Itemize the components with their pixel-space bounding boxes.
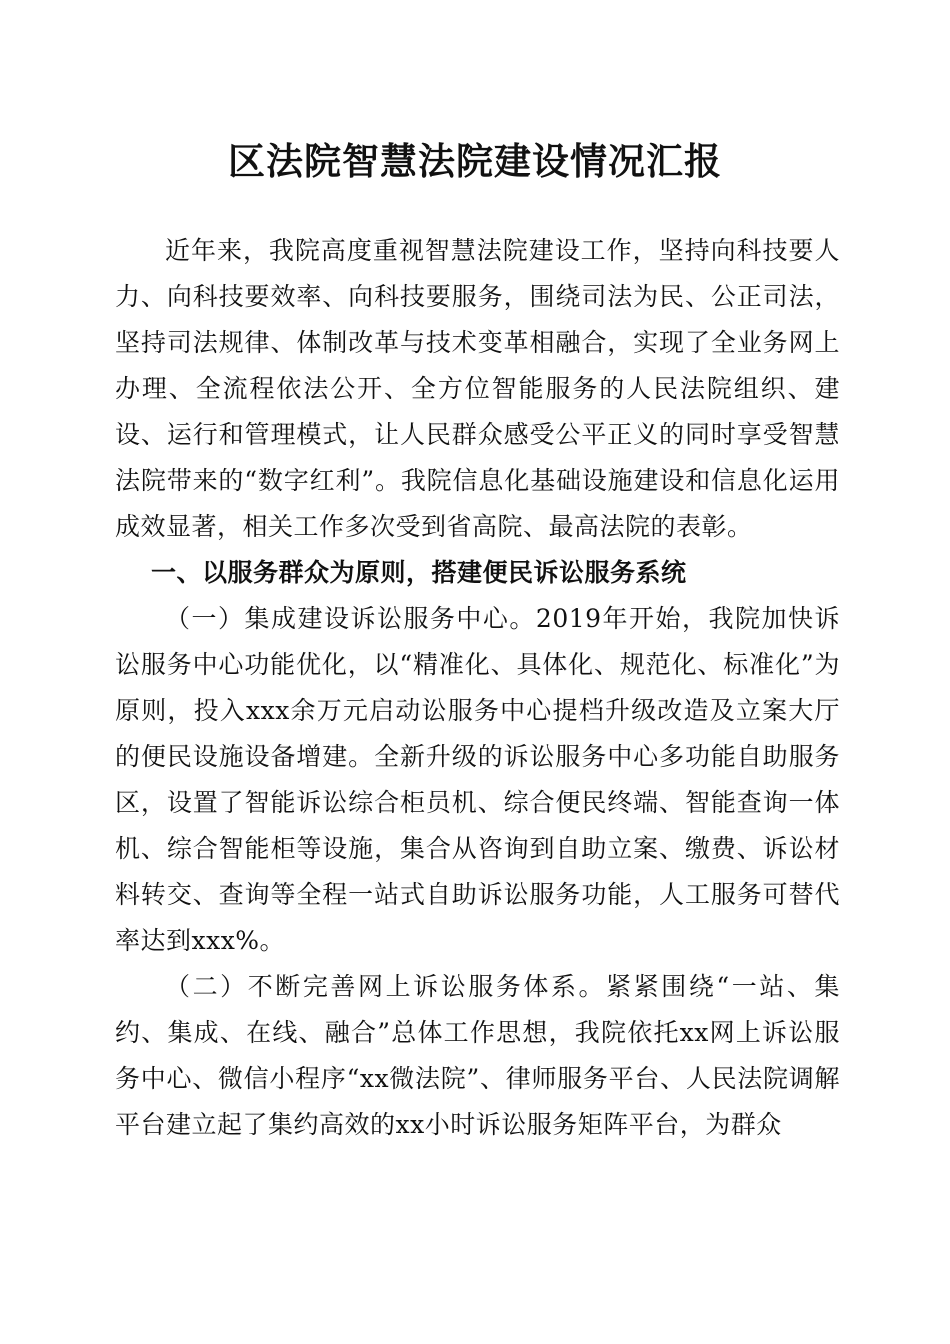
section-heading-1: 一、以服务群众为原则，搭建便民诉讼服务系统 <box>151 558 687 587</box>
subsection-text-1: 2019年开始，我院加快诉讼服务中心功能优化，以“精准化、具体化、规范化、标准化”为原则，投入xxx余万元启动讼服务中心提档升级改造及立案大厅的便民设施设备增建。全新升级的诉讼服务中心多功能自助服务区，设置了智能诉讼综合柜员机、综合便民终端、智能查询一体机、综合智能柜等设施，集合从咨询到自助立案、缴费、诉讼材料转交、查询等全程一站式自助诉讼服务功能，人工服务可替代率达到xxx%。 <box>115 604 840 955</box>
intro-paragraph: 近年来，我院高度重视智慧法院建设工作，坚持向科技要人力、向科技要效率、向科技要服务，围绕司法为民、公正司法，坚持司法规律、体制改革与技术变革相融合，实现了全业务网上办理、全流程依法公开、全方位智能服务的人民法院组织、建设、运行和管理模式，让人民群众感受公平正义的同时享受智慧法院带来的“数字红利”。我院信息化基础设施建设和信息化运用成效显著，相关工作多次受到省高院、最高法院的表彰。 <box>115 236 840 541</box>
subsection-paragraph-1 <box>115 596 840 964</box>
subsection-paragraph-2 <box>115 964 840 1148</box>
document-body <box>115 228 840 1148</box>
subsection-heading-2: （二）不断完善网上诉讼服务体系。 <box>165 972 607 1001</box>
subsection-heading-1: （一）集成建设诉讼服务中心。 <box>165 604 536 633</box>
document-title: 区法院智慧法院建设情况汇报 <box>228 139 722 183</box>
subsection-text-2: 紧紧围绕“一站、集约、集成、在线、融合”总体工作思想，我院依托xx网上诉讼服务中心、微信小程序“xx微法院”、律师服务平台、人民法院调解平台建立起了集约高效的xx小时诉讼服务矩阵平台，为群众 <box>115 972 840 1139</box>
